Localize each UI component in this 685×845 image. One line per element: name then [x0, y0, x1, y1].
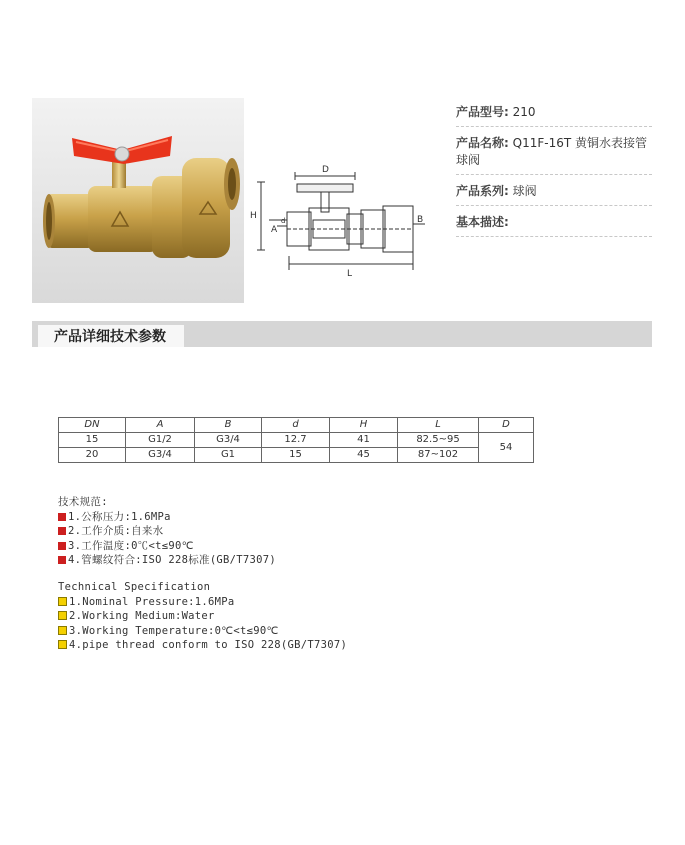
- info-name-value: Q11F-16T 黄铜水表接管球阀: [456, 136, 648, 167]
- cell-a: G3/4: [126, 448, 195, 463]
- spec-en-item: [58, 609, 347, 624]
- table-row: [59, 433, 534, 448]
- spec-en-item-text: 4.pipe thread conform to ISO 228(GB/T7307): [69, 639, 348, 651]
- info-model-key: 产品型号:: [456, 105, 509, 119]
- info-description: [456, 212, 652, 237]
- red-square-icon: [58, 556, 66, 564]
- label-B: B: [417, 215, 424, 225]
- info-description-key: 基本描述:: [456, 215, 509, 229]
- spec-en-item: [58, 638, 347, 653]
- dimension-drawing: [247, 160, 437, 280]
- product-photo: [32, 98, 244, 303]
- cell-dn: 15: [59, 433, 126, 448]
- header-dn: DN: [59, 418, 126, 433]
- label-A: A: [271, 225, 278, 235]
- yellow-square-icon: [58, 640, 67, 649]
- cell-d: 54: [479, 433, 534, 463]
- spec-cn-item-text: 3.工作温度:0℃<t≤90℃: [68, 539, 194, 552]
- cell-d-small: 15: [262, 448, 330, 463]
- cell-l: 87~102: [398, 448, 479, 463]
- spec-en-item-text: 3.Working Temperature:0℃<t≤90℃: [69, 624, 279, 637]
- info-name-key: 产品名称:: [456, 136, 509, 150]
- label-H: H: [250, 211, 257, 221]
- header-l: L: [398, 418, 479, 433]
- product-info: [456, 102, 652, 243]
- cell-b: G3/4: [195, 433, 262, 448]
- yellow-square-icon: [58, 626, 67, 635]
- info-model-value: 210: [512, 105, 536, 119]
- cell-h: 41: [330, 433, 398, 448]
- spec-cn-item-text: 2.工作介质:自来水: [68, 525, 164, 537]
- info-model: [456, 102, 652, 127]
- spec-cn-item-text: 1.公称压力:1.6MPa: [68, 510, 171, 523]
- label-D: D: [322, 165, 329, 175]
- spec-cn-title: 技术规范:: [58, 496, 108, 508]
- header-d-small: d: [262, 418, 330, 433]
- header-d: D: [479, 418, 534, 433]
- yellow-square-icon: [58, 597, 67, 606]
- yellow-square-icon: [58, 611, 67, 620]
- section-header: [32, 321, 652, 347]
- spec-en: [58, 580, 347, 653]
- header-a: A: [126, 418, 195, 433]
- red-square-icon: [58, 527, 66, 535]
- red-square-icon: [58, 513, 66, 521]
- red-square-icon: [58, 542, 66, 550]
- header-b: B: [195, 418, 262, 433]
- spec-en-item: [58, 624, 347, 639]
- label-d: d: [281, 217, 286, 225]
- spec-en-item: [58, 595, 347, 610]
- spec-cn-item: [58, 524, 276, 539]
- spec-en-item-text: 1.Nominal Pressure:1.6MPa: [69, 595, 235, 608]
- info-series: [456, 181, 652, 206]
- info-name: [456, 133, 652, 175]
- spec-cn: [58, 495, 276, 568]
- header-h: H: [330, 418, 398, 433]
- label-L: L: [347, 269, 353, 279]
- table-header-row: [59, 418, 534, 433]
- spec-cn-item-text: 4.管螺纹符合:ISO 228标准(GB/T7307): [68, 554, 277, 566]
- spec-en-item-text: 2.Working Medium:Water: [69, 610, 215, 622]
- technical-drawing: [247, 160, 437, 280]
- section-title: 产品详细技术参数: [38, 325, 184, 347]
- spec-en-title: Technical Specification: [58, 581, 211, 593]
- cell-l: 82.5~95: [398, 433, 479, 448]
- cell-d-small: 12.7: [262, 433, 330, 448]
- cell-dn: 20: [59, 448, 126, 463]
- info-series-value: 球阀: [512, 184, 537, 198]
- cell-h: 45: [330, 448, 398, 463]
- cell-a: G1/2: [126, 433, 195, 448]
- spec-cn-item: [58, 510, 276, 525]
- info-series-key: 产品系列:: [456, 184, 509, 198]
- spec-cn-item: [58, 539, 276, 554]
- cell-b: G1: [195, 448, 262, 463]
- ball-valve-image: [32, 98, 244, 303]
- table-row: [59, 448, 534, 463]
- spec-cn-item: [58, 553, 276, 568]
- spec-table: [58, 417, 534, 463]
